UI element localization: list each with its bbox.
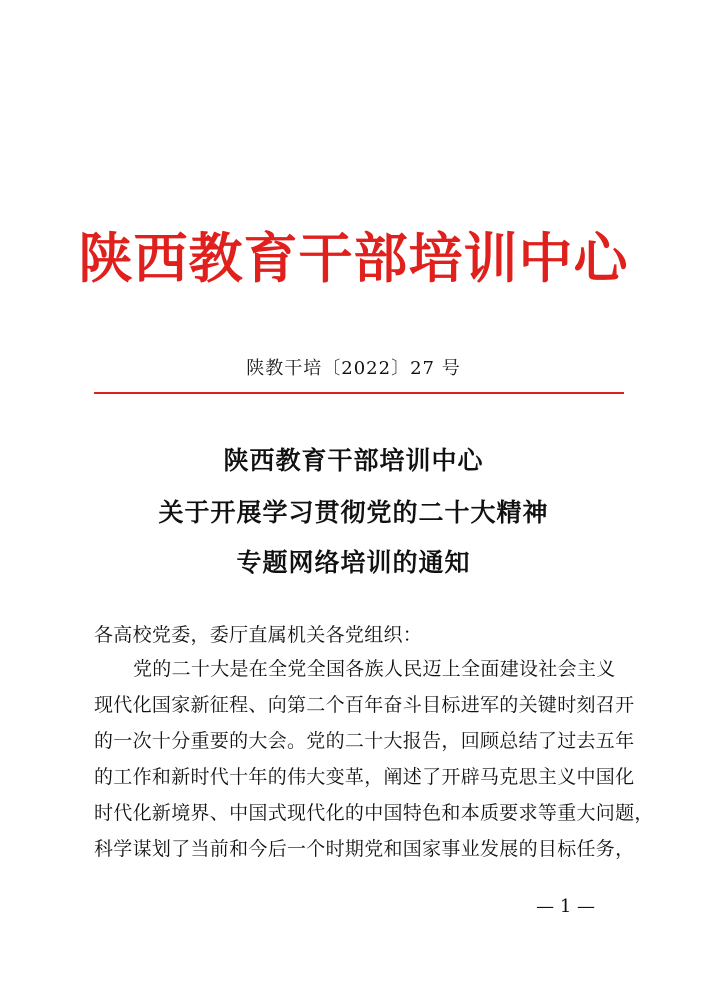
red-separator-line (94, 392, 624, 394)
notice-title-line-2: 关于开展学习贯彻党的二十大精神 (158, 498, 549, 527)
notice-title-line-3: 专题网络培训的通知 (236, 548, 471, 577)
body-text-line: 党的二十大是在全党全国各族人民迈上全面建设社会主义 (133, 658, 616, 680)
notice-title-line-1: 陕西教育干部培训中心 (223, 446, 484, 475)
page-number: — 1 — (536, 896, 595, 917)
document-number: 陕教干培〔2022〕27 号 (246, 358, 461, 379)
body-text-line: 现代化国家新征程、向第二个百年奋斗目标进军的关键时刻召开 (94, 694, 635, 716)
body-text-line: 的工作和新时代十年的伟大变革，阐述了开辟马克思主义中国化 (94, 766, 635, 788)
body-text-line: 科学谋划了当前和今后一个时期党和国家事业发展的目标任务， (94, 838, 635, 860)
salutation: 各高校党委，委厅直属机关各党组织： (94, 624, 423, 646)
body-text-line: 的一次十分重要的大会。党的二十大报告，回顾总结了过去五年 (94, 730, 635, 752)
org-header-title: 陕西教育干部培训中心 (78, 226, 629, 290)
body-text-line: 时代化新境界、中国式现代化的中国特色和本质要求等重大问题， (94, 802, 654, 824)
